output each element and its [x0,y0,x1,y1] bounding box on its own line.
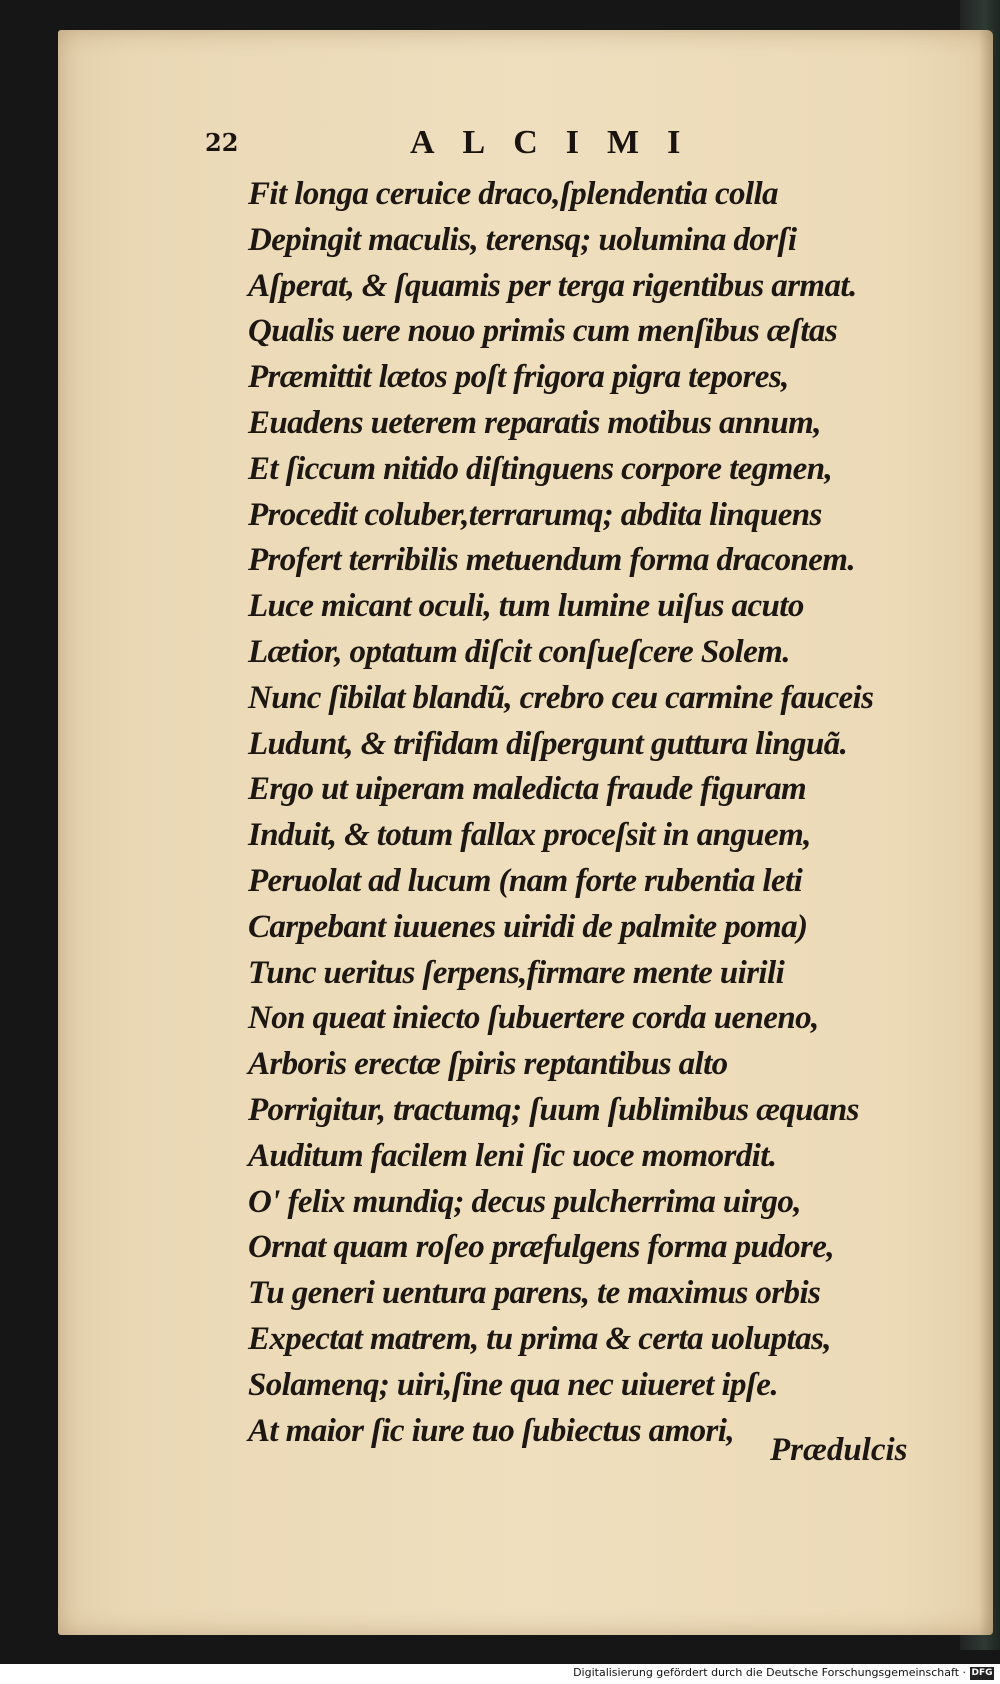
funding-credit: Digitalisierung gefördert durch die Deutsche Forschungsgemeinschaft · [573,1666,966,1679]
verse-line: Euadens ueterem reparatis motibus annum, [248,404,821,441]
verse-line: Solamenq; uiri,ſine qua nec uiueret ipſe. [248,1366,779,1403]
verse-line: O' felix mundiq; decus pulcherrima uirgo, [248,1183,801,1220]
running-head [205,124,855,168]
verse-line: Ergo ut uiperam maledicta fraude figuram [248,771,807,808]
verse-line: Depingit maculis, terensq; uolumina dorſi [248,221,797,258]
verse-line: Procedit coluber,terrarumq; abdita linquens [248,496,822,533]
verse-line: At maior ſic iure tuo ſubiectus amori, [248,1412,734,1449]
page-edge-shadow [979,30,993,1635]
catchword: Prædulcis [770,1432,908,1468]
verse-line: Aſperat, & ſquamis per terga rigentibus armat. [248,267,857,304]
verse-line: Carpebant iuuenes uiridi de palmite poma) [248,908,808,945]
verse-line: Auditum facilem leni ſic uoce momordit. [248,1137,777,1174]
verse-line: Induit, & totum fallax proceſsit in anguem, [248,817,811,854]
verse-line: Tu generi uentura parens, te maximus orbis [248,1275,821,1312]
verse-line: Qualis uere nouo primis cum menſibus æſtas [248,313,838,350]
verse-line: Non queat iniecto ſubuertere corda ueneno, [248,1000,819,1037]
verse-line: Luce micant oculi, tum lumine uiſus acuto [248,588,804,625]
digitization-footer [0,1664,1000,1684]
poem-text [248,172,948,1454]
verse-line: Ludunt, & trifidam diſpergunt guttura linguã. [248,725,848,762]
dfg-logo: DFG [971,1668,993,1678]
verse-line: Peruolat ad lucum (nam forte rubentia leti [248,862,803,899]
verse-line: Porrigitur, tractumq; ſuum ſublimibus æquans [248,1091,859,1128]
verse-line: Præmittit lætos poſt frigora pigra tepores, [248,359,789,396]
verse-line: Et ſiccum nitido diſtinguens corpore tegmen, [248,450,833,487]
verse-line: Profert terribilis metuendum forma draconem. [248,542,856,579]
verse-line: Fit longa ceruice draco,ſplendentia colla [248,176,778,212]
verse-line: Nunc ſibilat blandũ, crebro ceu carmine fauceis [248,679,874,716]
verse-line: Lætior, optatum diſcit conſueſcere Solem. [248,633,790,670]
verse-line: Ornat quam roſeo præfulgens forma pudore, [248,1229,834,1266]
verse-line: Expectat matrem, tu prima & certa uoluptas, [248,1320,831,1357]
page-number: 22 [205,128,239,157]
verse-line: Arboris erectæ ſpiris reptantibus alto [248,1046,728,1083]
running-title: ALCIMI [410,124,709,161]
verse-line: Tunc ueritus ſerpens,firmare mente uirili [248,954,785,991]
